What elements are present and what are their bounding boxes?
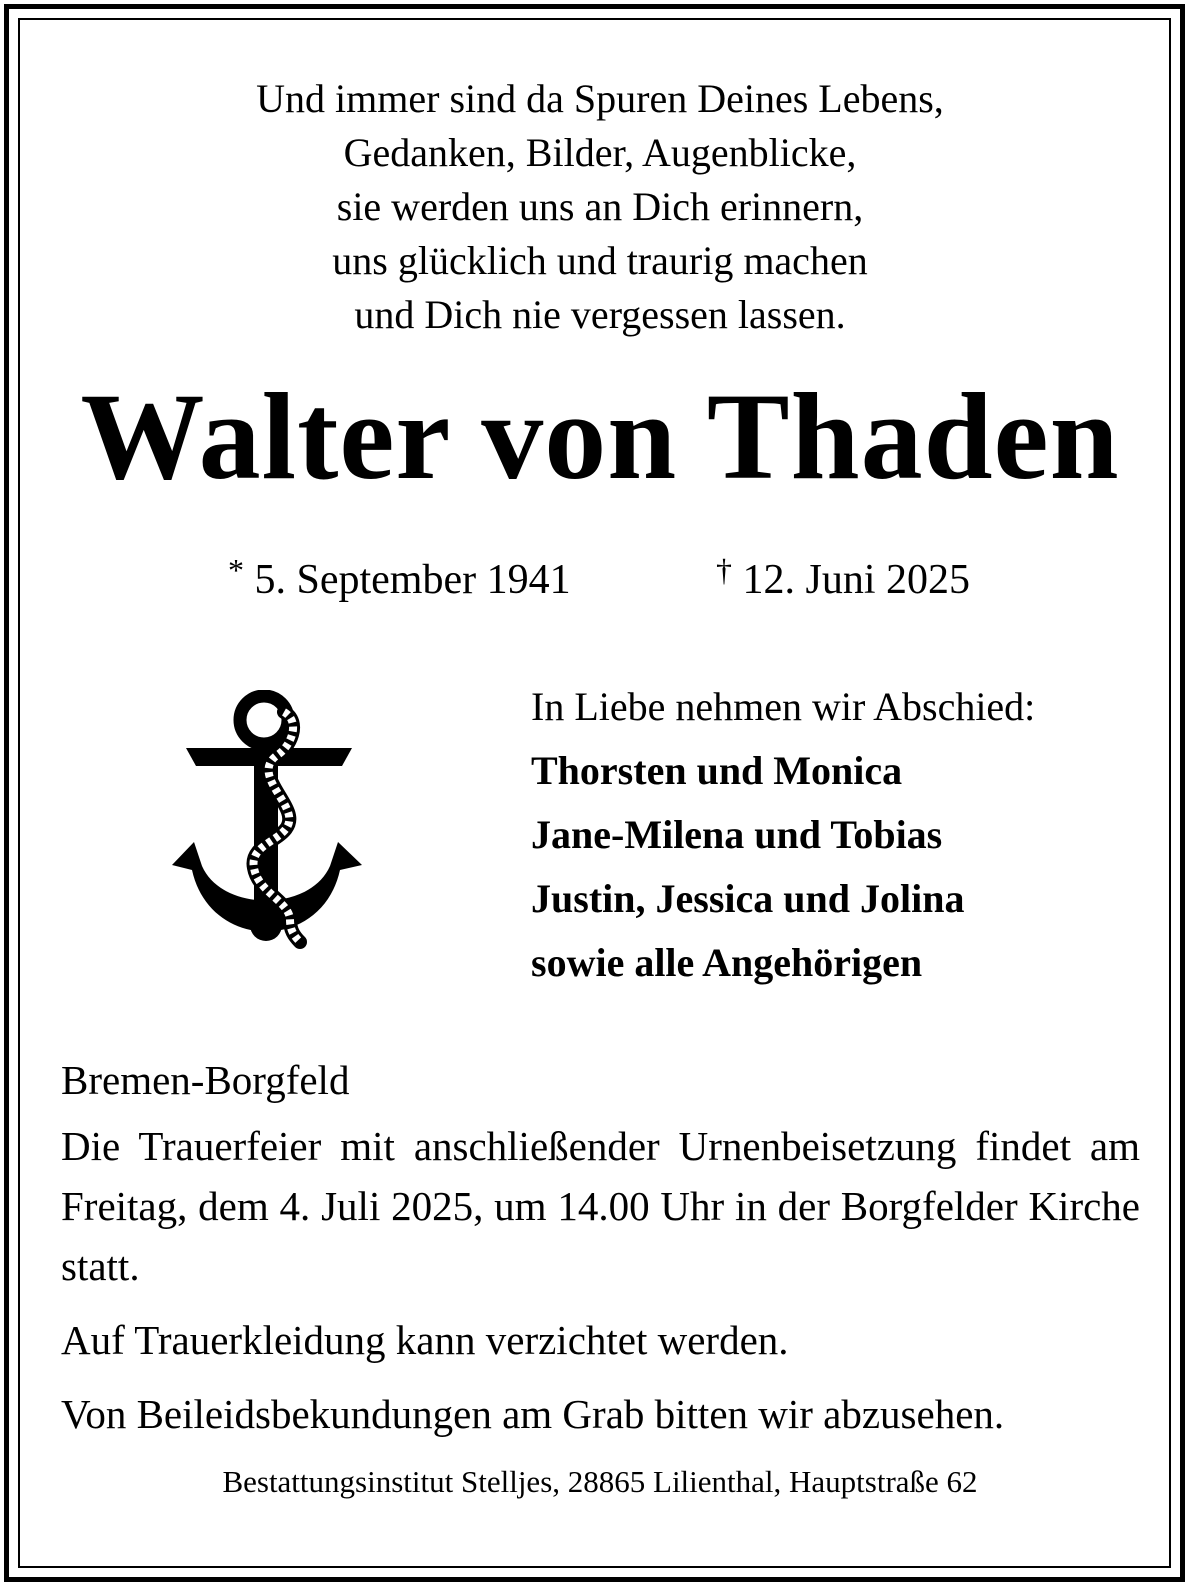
poem-line: sie werden uns an Dich erinnern, — [336, 184, 864, 229]
death-date-group — [716, 540, 970, 610]
death-date: 12. Juni 2025 — [742, 557, 971, 603]
anchor-icon — [172, 690, 372, 970]
farewell-intro: In Liebe nehmen wir Abschied: — [531, 684, 1036, 729]
poem-line: uns glücklich und traurig machen — [332, 238, 868, 283]
mourner-line: sowie alle Angehörigen — [531, 940, 923, 985]
farewell-block — [531, 675, 1035, 995]
mourner-line: Thorsten und Monica — [531, 748, 903, 793]
ceremony-text: Die Trauerfeier mit anschließender Urnenbeisetzung findet am Freitag, dem 4. Juli 2025, um 14.00 Uhr in der Borgfelder Kirche statt. — [61, 1123, 1140, 1289]
poem-line: Und immer sind da Spuren Deines Lebens, — [256, 76, 944, 121]
poem — [0, 72, 1200, 342]
dress-note: Auf Trauerkleidung kann verzichtet werden. — [61, 1317, 789, 1363]
birth-date: 5. September 1941 — [254, 557, 571, 603]
birth-date-group — [228, 540, 571, 610]
poem-line: und Dich nie vergessen lassen. — [354, 292, 846, 337]
place: Bremen-Borgfeld — [61, 1057, 350, 1103]
deceased-name: Walter von Thaden — [80, 368, 1120, 505]
ceremony-info — [61, 1050, 1140, 1458]
poem-line: Gedanken, Bilder, Augenblicke, — [343, 130, 857, 175]
death-symbol: † — [716, 552, 732, 588]
life-dates — [0, 540, 1200, 603]
condolence-note: Von Beileidsbekundungen am Grab bitten wir abzusehen. — [61, 1391, 1005, 1437]
funeral-home: Bestattungsinstitut Stelljes, 28865 Lilienthal, Hauptstraße 62 — [222, 1464, 978, 1499]
mourner-line: Justin, Jessica und Jolina — [531, 876, 965, 921]
birth-symbol: * — [228, 552, 244, 588]
mourner-line: Jane-Milena und Tobias — [531, 812, 943, 857]
